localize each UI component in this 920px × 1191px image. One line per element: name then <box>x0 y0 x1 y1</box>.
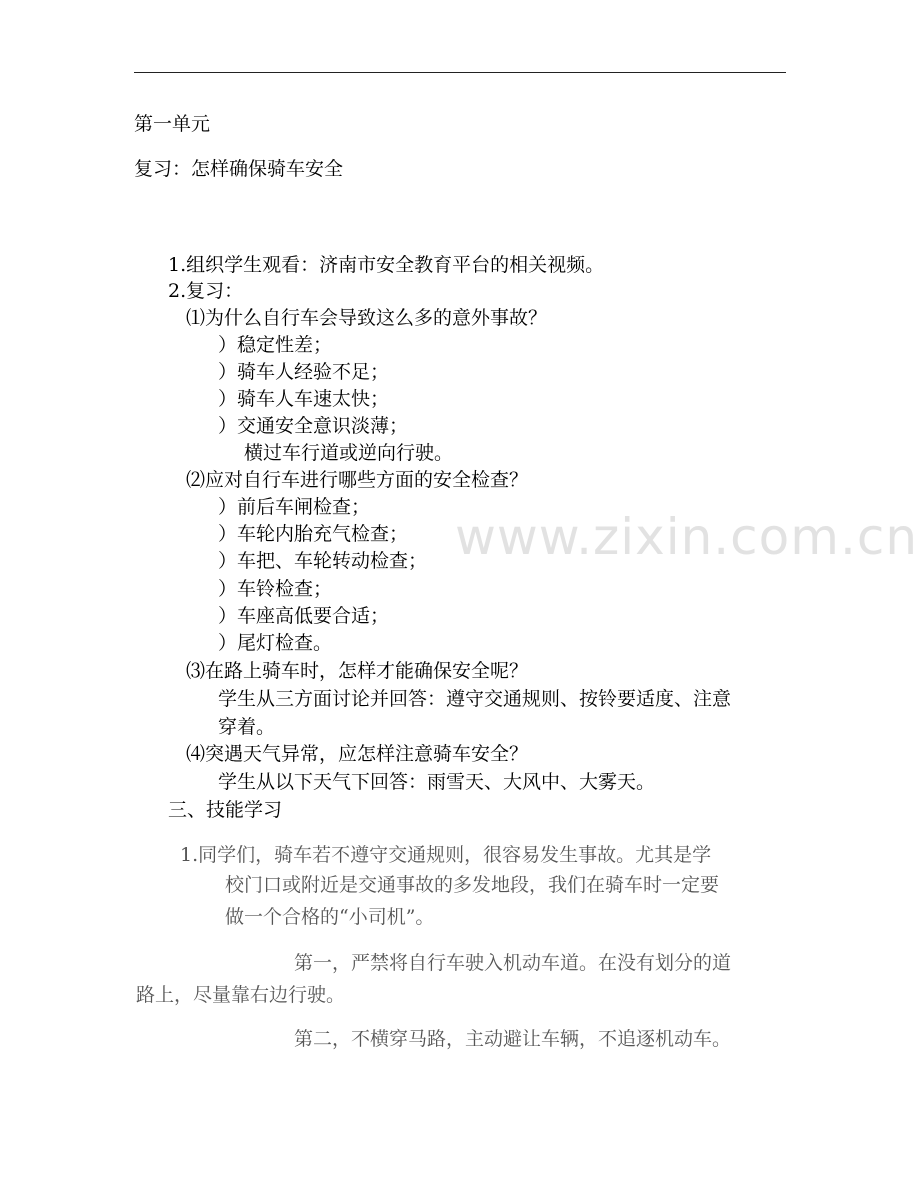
question-1: ⑴为什么自行车会导致这么多的意外事故？ <box>186 307 548 329</box>
skills-paragraph-1: 做一个合格的“小司机”。 <box>225 906 435 928</box>
question-1-answer: ）稳定性差； <box>218 334 333 356</box>
question-2-answer: ）尾灯检查。 <box>218 632 333 654</box>
review-item-1: 1.组织学生观看：济南市安全教育平台的相关视频。 <box>168 254 605 276</box>
rule-first: 路上，尽量靠右边行驶。 <box>136 984 346 1006</box>
skills-paragraph-1: 校门口或附近是交通事故的多发地段，我们在骑车时一定要 <box>225 874 720 896</box>
question-4-answer: 学生从以下天气下回答：雨雪天、大风中、大雾天。 <box>218 771 656 793</box>
question-3-answer: 学生从三方面讨论并回答：遵守交通规则、按铃要适度、注意 <box>218 688 732 710</box>
question-3: ⑶在路上骑车时，怎样才能确保安全呢？ <box>186 660 529 682</box>
question-2-answer: ）车铃检查； <box>218 578 333 600</box>
question-1-answer: ）骑车人经验不足； <box>218 361 390 383</box>
question-2: ⑵应对自行车进行哪些方面的安全检查？ <box>186 469 529 491</box>
review-item-2: 2.复习： <box>168 280 244 302</box>
review-title: 复习：怎样确保骑车安全 <box>134 158 344 180</box>
skills-paragraph-1: 1.同学们，骑车若不遵守交通规则，很容易发生事故。尤其是学 <box>180 844 712 866</box>
header-rule <box>134 72 786 73</box>
watermark: www.zixin.com.cn <box>455 508 919 566</box>
question-3-answer: 穿着。 <box>218 716 276 738</box>
rule-first: 第一，严禁将自行车驶入机动车道。在没有划分的道 <box>294 952 732 974</box>
question-1-answer: ）交通安全意识淡薄； <box>218 415 409 437</box>
question-2-answer: ）车座高低要合适； <box>218 605 390 627</box>
question-4: ⑷突遇天气异常，应怎样注意骑车安全？ <box>186 743 529 765</box>
question-1-answer: ）骑车人车速太快； <box>218 388 390 410</box>
skills-title: 三、技能学习 <box>168 799 283 821</box>
question-1-extra: 横过车行道或逆向行驶。 <box>244 442 454 464</box>
question-2-answer: ）车把、车轮转动检查； <box>218 550 428 572</box>
rule-second: 第二，不横穿马路，主动避让车辆，不追逐机动车。 <box>294 1028 732 1050</box>
question-2-answer: ）车轮内胎充气检查； <box>218 523 409 545</box>
question-2-answer: ）前后车闸检查； <box>218 496 371 518</box>
unit-heading: 第一单元 <box>134 113 211 135</box>
